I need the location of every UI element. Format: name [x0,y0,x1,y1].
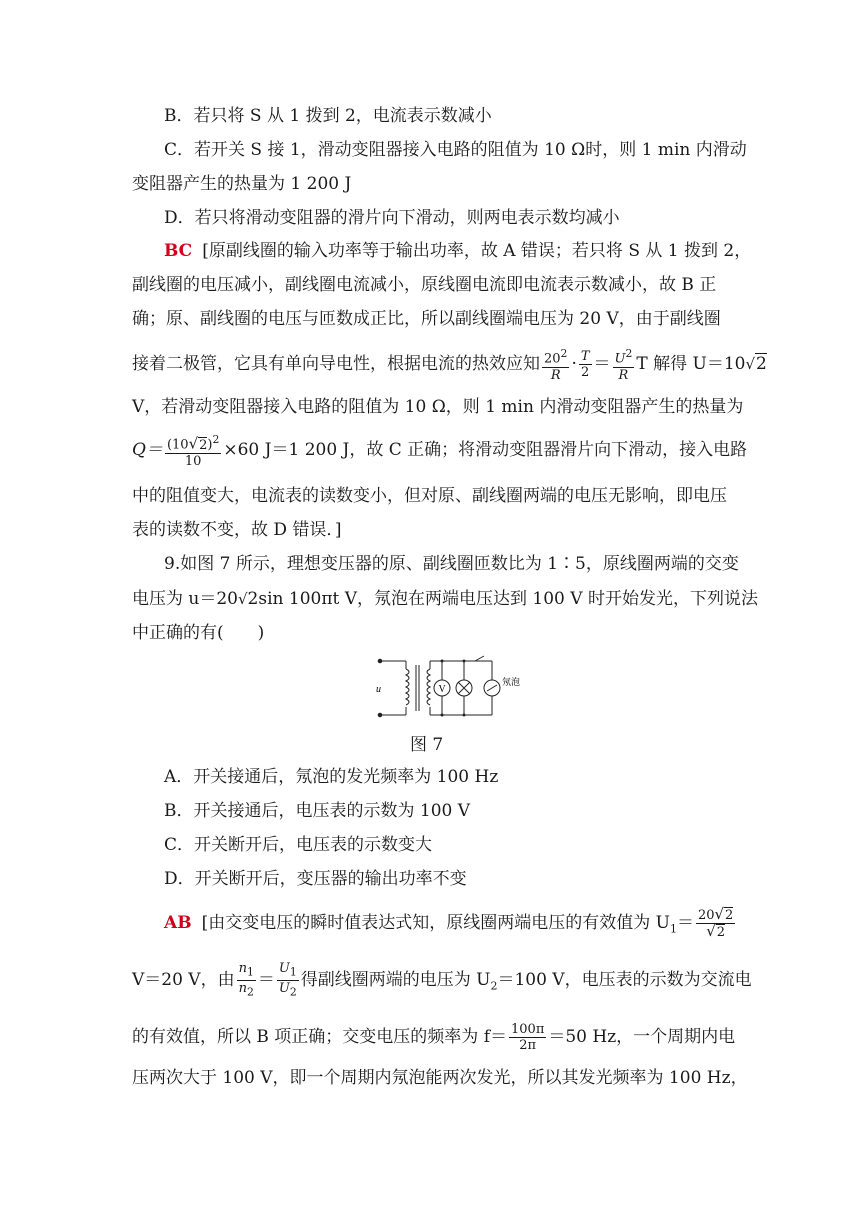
fraction-u2-over-r: $\frac{U^2}{R}$ [614,347,633,383]
neon-label: 氖泡 [502,678,521,688]
question-9-line-1: 9.如图 7 所示，理想变压器的原、副线圈匝数比为 1∶5，原线圈两端的交变 [164,554,739,574]
answer-label: AB [164,913,192,933]
solution-9-line-1: AB [由交变电压的瞬时值表达式知，原线圈两端电压的有效值为 $U_1=$ $\frac{20√2}{√2}$ [164,905,734,940]
solution-9-line-3: 的有效值，所以 B 项正确；交变电压的频率为 f＝ $\frac{100\pi}{2\pi}$ ＝50 Hz，一个周期内电 [132,1022,736,1053]
fraction-u1-over-u2: $\frac{U_1}{U_2}$ [278,961,297,999]
solution-8-line-5: V，若滑动变阻器接入电路的阻值为 10 Ω，则 1 min 内滑动变阻器产生的热量为 [132,397,744,417]
solution-8-line-1: BC [原副线圈的输入功率等于输出功率，故 A 错误；若只将 S 从 1 拨到 2， [164,241,752,261]
fraction-20sq-over-r: $\frac{20^2}{R}$ [544,347,568,383]
solution-8-line-8: 表的读数不变，故 D 错误．] [132,520,342,540]
option-c-prev-cont: 变阻器产生的热量为 1 200 J [132,174,352,194]
option-d-prev: D．若只将滑动变阻器的滑片向下滑动，则两电表示数均减小 [164,208,620,228]
u-label: u [376,684,381,695]
figure-caption: 图 7 [410,735,444,755]
question-9-line-3: 中正确的有( ) [132,623,265,643]
option-c: C．开关断开后，电压表的示数变大 [164,835,433,855]
question-9-line-2: 电压为 u＝20√2sin 100πt V，氖泡在两端电压达到 100 V 时开始发光，下列说法 [132,589,758,609]
fraction-q-formula: $\frac{(10√2)^2}{10}$ [166,433,220,469]
option-c-prev: C．若开关 S 接 1，滑动变阻器接入电路的阻值为 10 Ω时，则 1 min 内滑动 [164,140,747,160]
transformer-circuit-diagram [376,655,521,721]
solution-8-line-3: 确；原、副线圈的电压与匝数成正比，所以副线圈端电压为 20 V，由于副线圈 [132,309,721,329]
option-b-prev: B．若只将 S 从 1 拨到 2，电流表示数减小 [164,106,492,126]
sqrt-symbol: √ [745,355,756,373]
voltmeter-label: V [438,684,446,695]
option-a: A．开关接通后，氖泡的发光频率为 100 Hz [164,767,499,787]
fraction-t-over-2: $\frac{T}{2}$ [580,349,590,380]
fraction-20sqrt2-over-sqrt2: $\frac{20√2}{√2}$ [697,905,734,940]
answer-label: BC [164,241,193,261]
solution-9-line-4: 压两次大于 100 V，即一个周期内氖泡能两次发光，所以其发光频率为 100 Hz， [132,1068,748,1088]
option-b: B．开关接通后，电压表的示数为 100 V [164,801,471,821]
solution-8-line-2: 副线圈的电压减小，副线圈电流减小，原线圈电流即电流表示数减小，故 B 正 [132,275,717,295]
solution-8-line-4: 接着二极管，它具有单向导电性，根据电流的热效应知 $\frac{20^2}{R}$ · $\frac{T}{2}$ ＝ $\frac{U^2}{R}$ T 解得 U＝10√2 [132,347,767,383]
solution-8-line-6: Q＝ $\frac{(10√2)^2}{10}$ ×60 J＝1 200 J，故 C 正确；将滑动变阻器滑片向下滑动，接入电路 [132,433,748,469]
solution-9-line-2: V＝20 V，由 $\frac{n_1}{n_2}$ ＝ $\frac{U_1}{U_2}$ 得副线圈两端的电压为 $U_2=100$ V，电压表的示数为交流电 [132,961,752,999]
fraction-frequency: $\frac{100\pi}{2\pi}$ [511,1022,545,1053]
option-d: D．开关断开后，变压器的输出功率不变 [164,869,467,889]
fraction-n1-over-n2: $\frac{n_1}{n_2}$ [238,961,254,999]
solution-8-line-7: 中的阻值变大，电流表的读数变小，但对原、副线圈两端的电压无影响，即电压 [132,486,727,506]
